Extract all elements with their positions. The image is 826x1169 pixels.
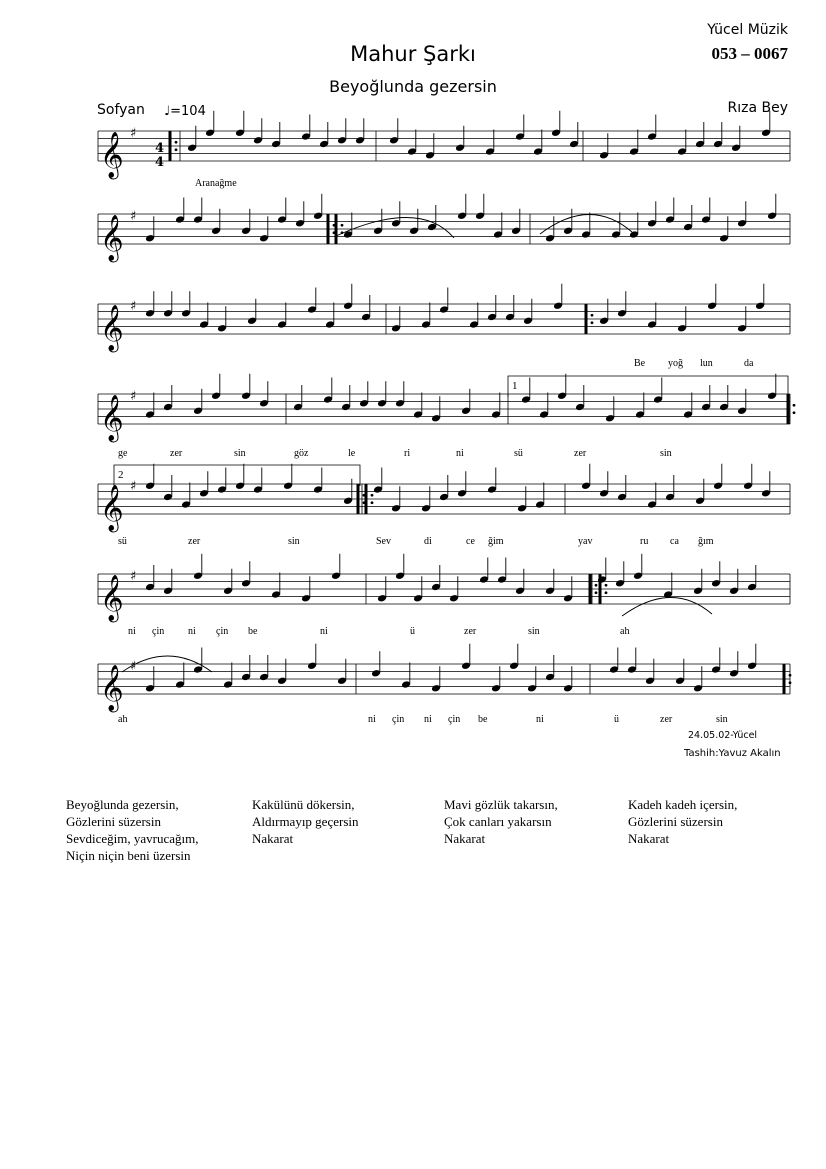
note [163, 569, 173, 595]
verse-block-2 [252, 796, 359, 847]
svg-text:ğım: ğım [698, 536, 714, 547]
note [743, 464, 753, 490]
note [337, 659, 347, 685]
svg-text:ri: ri [404, 448, 411, 459]
svg-text:Be: Be [634, 358, 646, 369]
note [145, 216, 155, 242]
sharp-icon: ♯ [130, 126, 137, 141]
note [729, 651, 739, 677]
verse-block-1 [66, 796, 199, 864]
note [439, 475, 449, 501]
svg-text:ni: ni [320, 626, 328, 637]
note [425, 133, 435, 159]
note [557, 374, 567, 400]
note [163, 291, 173, 317]
note [491, 666, 501, 692]
note [461, 644, 471, 670]
note [677, 306, 687, 332]
note [711, 648, 721, 674]
svg-text:ni: ni [188, 626, 196, 637]
note [391, 306, 401, 332]
note [665, 198, 675, 224]
note [241, 209, 251, 235]
svg-text:be: be [248, 626, 258, 637]
note [259, 655, 269, 681]
note [695, 479, 705, 505]
note [259, 216, 269, 242]
note [693, 666, 703, 692]
svg-text:ni: ni [424, 714, 432, 725]
note [563, 576, 573, 602]
note [645, 659, 655, 685]
note [371, 651, 381, 677]
note [247, 299, 257, 325]
note [569, 122, 579, 148]
sharp-icon: ♯ [130, 479, 137, 494]
note [581, 464, 591, 490]
note [575, 385, 585, 411]
note [389, 118, 399, 144]
lyrics-line-3 [634, 358, 754, 369]
note [277, 198, 287, 224]
note [145, 291, 155, 317]
note [617, 291, 627, 317]
note [199, 471, 209, 497]
note [535, 483, 545, 509]
note [395, 554, 405, 580]
note [747, 644, 757, 670]
verse-block-4 [628, 796, 737, 847]
note [163, 475, 173, 501]
svg-text:yoğ: yoğ [668, 358, 683, 369]
note [337, 118, 347, 144]
note [629, 213, 639, 239]
note [307, 644, 317, 670]
treble-clef-icon: 𝄞 [100, 575, 124, 621]
treble-clef-icon: 𝄞 [100, 132, 124, 178]
time-signature-top: 4 [155, 141, 165, 156]
note [475, 194, 485, 220]
note [163, 385, 173, 411]
note [711, 561, 721, 587]
note [241, 374, 251, 400]
lyrics-line-7 [118, 714, 728, 725]
note [713, 464, 723, 490]
time-signature-bottom: 4 [155, 155, 165, 170]
note [599, 299, 609, 325]
verse-line: Nakarat [628, 831, 670, 846]
treble-clef-icon: 𝄞 [100, 305, 124, 351]
note [521, 378, 531, 404]
note [633, 554, 643, 580]
svg-text:ge: ge [118, 448, 128, 459]
note [719, 385, 729, 411]
verse-line: Nakarat [444, 831, 486, 846]
note [713, 122, 723, 148]
note [431, 666, 441, 692]
svg-text:ca: ca [670, 536, 679, 547]
verse-line: Sevdiceğim, yavrucağım, [66, 831, 199, 846]
note [199, 303, 209, 329]
svg-text:sin: sin [716, 714, 728, 725]
note [491, 393, 501, 419]
svg-text:ce: ce [466, 536, 475, 547]
note [683, 393, 693, 419]
note [533, 130, 543, 156]
note [767, 194, 777, 220]
note [485, 130, 495, 156]
verse-line: Niçin niçin beni üzersin [66, 848, 191, 863]
sharp-icon: ♯ [130, 209, 137, 224]
note [599, 133, 609, 159]
note [737, 306, 747, 332]
note [283, 464, 293, 490]
note [627, 648, 637, 674]
note [401, 663, 411, 689]
note [515, 115, 525, 141]
note [343, 479, 353, 505]
note [767, 374, 777, 400]
song-title: Mahur Şarkı [350, 42, 476, 66]
note [647, 303, 657, 329]
sharp-icon: ♯ [130, 659, 137, 674]
note [693, 569, 703, 595]
note [377, 576, 387, 602]
slur [622, 597, 712, 616]
note [413, 393, 423, 419]
note [545, 655, 555, 681]
volta-2-number: 2 [118, 469, 124, 481]
note [241, 561, 251, 587]
section-label: Aranağme [195, 178, 237, 189]
svg-text:lun: lun [700, 358, 713, 369]
note [193, 648, 203, 674]
note [193, 554, 203, 580]
note [211, 374, 221, 400]
svg-text:zer: zer [574, 448, 587, 459]
verse-line: Aldırmayıp geçersin [252, 814, 359, 829]
note [455, 126, 465, 152]
note [145, 393, 155, 419]
note [487, 468, 497, 494]
note [509, 644, 519, 670]
note [223, 569, 233, 595]
note [629, 130, 639, 156]
note [293, 385, 303, 411]
note [737, 389, 747, 415]
note [145, 464, 155, 490]
svg-text:çin: çin [216, 626, 229, 637]
note [187, 126, 197, 152]
note [617, 475, 627, 501]
note [683, 205, 693, 231]
svg-text:da: da [744, 358, 754, 369]
note [395, 381, 405, 407]
note [421, 486, 431, 512]
note [325, 303, 335, 329]
note [663, 573, 673, 599]
svg-text:ah: ah [620, 626, 630, 637]
note [497, 558, 507, 584]
note [653, 378, 663, 404]
svg-text:çin: çin [392, 714, 405, 725]
note [701, 385, 711, 411]
svg-text:sü: sü [118, 536, 127, 547]
note [319, 122, 329, 148]
tempo-marking: ♩=104 [164, 104, 206, 119]
treble-clef-icon: 𝄞 [100, 665, 124, 711]
svg-text:le: le [348, 448, 356, 459]
note [241, 655, 251, 681]
note [355, 118, 365, 144]
note [331, 554, 341, 580]
svg-text:sin: sin [288, 536, 300, 547]
sharp-icon: ♯ [130, 569, 137, 584]
usul-label: Sofyan [97, 102, 145, 118]
treble-clef-icon: 𝄞 [100, 215, 124, 261]
staff [98, 394, 795, 424]
note [635, 393, 645, 419]
note [205, 111, 215, 137]
note [313, 468, 323, 494]
note [647, 115, 657, 141]
treble-clefs [100, 126, 136, 713]
note [553, 284, 563, 310]
date-note: 24.05.02-Yücel [688, 730, 758, 741]
note [361, 295, 371, 321]
svg-text:ah: ah [118, 714, 128, 725]
note [413, 576, 423, 602]
publisher-name: Yücel Müzik [707, 22, 788, 38]
volta-1-number: 1 [512, 380, 518, 392]
svg-text:di: di [424, 536, 432, 547]
verse-line: Kakülünü dökersin, [252, 797, 355, 812]
svg-text:zer: zer [464, 626, 477, 637]
verse-line: Çok canları yakarsın [444, 814, 552, 829]
note [695, 122, 705, 148]
note [761, 471, 771, 497]
note [609, 648, 619, 674]
svg-text:ğim: ğim [488, 536, 504, 547]
svg-text:ü: ü [614, 714, 619, 725]
note [701, 198, 711, 224]
note [737, 201, 747, 227]
note [211, 209, 221, 235]
note [343, 213, 353, 239]
sharp-icon: ♯ [130, 389, 137, 404]
note [259, 381, 269, 407]
note [505, 295, 515, 321]
note [493, 213, 503, 239]
note [597, 558, 607, 584]
note [181, 483, 191, 509]
note [747, 565, 757, 591]
treble-clef-icon: 𝄞 [100, 395, 124, 441]
note [295, 201, 305, 227]
note [469, 303, 479, 329]
note [223, 663, 233, 689]
note [343, 284, 353, 310]
note [449, 576, 459, 602]
note [545, 569, 555, 595]
note [457, 471, 467, 497]
verse-line: Kadeh kadeh içersin, [628, 797, 738, 812]
note [517, 486, 527, 512]
svg-text:zer: zer [170, 448, 183, 459]
note [193, 198, 203, 224]
treble-clef-icon: 𝄞 [100, 485, 124, 531]
note [605, 396, 615, 422]
note [193, 389, 203, 415]
lyrics-line-5 [118, 536, 714, 547]
lyrics-line-6 [128, 626, 629, 637]
verse-line: Gözlerini süzersin [628, 814, 723, 829]
note [615, 561, 625, 587]
svg-text:ni: ni [456, 448, 464, 459]
note [539, 393, 549, 419]
note [461, 389, 471, 415]
note [407, 130, 417, 156]
svg-text:çin: çin [448, 714, 461, 725]
note [145, 666, 155, 692]
sharp-icon: ♯ [130, 299, 137, 314]
svg-text:be: be [478, 714, 488, 725]
note [729, 569, 739, 595]
svg-text:zer: zer [660, 714, 673, 725]
svg-text:yav: yav [578, 536, 593, 547]
note [253, 468, 263, 494]
note [277, 303, 287, 329]
note [527, 666, 537, 692]
note [563, 209, 573, 235]
note [511, 209, 521, 235]
note [253, 118, 263, 144]
note [145, 565, 155, 591]
note [599, 471, 609, 497]
svg-text:sin: sin [660, 448, 672, 459]
verse-line: Beyoğlunda gezersin, [66, 797, 179, 812]
note [439, 288, 449, 314]
note [647, 483, 657, 509]
note [523, 299, 533, 325]
verse-block-3 [444, 796, 558, 847]
note [427, 205, 437, 231]
correction-credit: Tashih:Yavuz Akalın [684, 748, 781, 759]
svg-text:ni: ni [128, 626, 136, 637]
svg-text:sin: sin [234, 448, 246, 459]
note [235, 464, 245, 490]
svg-text:zer: zer [188, 536, 201, 547]
note [487, 295, 497, 321]
svg-text:sin: sin [528, 626, 540, 637]
note [581, 213, 591, 239]
note [563, 666, 573, 692]
note [271, 573, 281, 599]
note [675, 659, 685, 685]
note [181, 291, 191, 317]
note [421, 303, 431, 329]
note [677, 130, 687, 156]
note [457, 194, 467, 220]
verse-line: Mavi gözlük takarsın, [444, 797, 558, 812]
note [431, 565, 441, 591]
svg-text:göz: göz [294, 448, 309, 459]
svg-text:sü: sü [514, 448, 523, 459]
verse-line: Nakarat [252, 831, 294, 846]
note [761, 111, 771, 137]
note [301, 576, 311, 602]
svg-text:ni: ni [536, 714, 544, 725]
note [377, 381, 387, 407]
composer-name: Rıza Bey [727, 100, 788, 116]
note [647, 201, 657, 227]
song-subtitle: Beyoğlunda gezersin [329, 77, 497, 96]
note [301, 115, 311, 141]
svg-text:ni: ni [368, 714, 376, 725]
note [175, 198, 185, 224]
note [175, 663, 185, 689]
note [391, 201, 401, 227]
catalog-number: 053 – 0067 [711, 44, 788, 63]
note [359, 381, 369, 407]
note [307, 288, 317, 314]
lyrics-line-4 [118, 448, 672, 459]
note [665, 475, 675, 501]
note [271, 122, 281, 148]
note [217, 468, 227, 494]
svg-text:Sev: Sev [376, 536, 391, 547]
note [235, 111, 245, 137]
svg-text:çin: çin [152, 626, 165, 637]
verse-line: Gözlerini süzersin [66, 814, 161, 829]
note [719, 216, 729, 242]
note [277, 659, 287, 685]
note [323, 378, 333, 404]
svg-text:ru: ru [640, 536, 649, 547]
note [373, 468, 383, 494]
note [391, 486, 401, 512]
note [515, 569, 525, 595]
note [313, 194, 323, 220]
note [409, 209, 419, 235]
note [611, 213, 621, 239]
svg-text:ü: ü [410, 626, 415, 637]
note [551, 111, 561, 137]
note [707, 284, 717, 310]
note [755, 284, 765, 310]
note [217, 306, 227, 332]
note [341, 385, 351, 411]
note [431, 396, 441, 422]
note [479, 558, 489, 584]
note [731, 126, 741, 152]
